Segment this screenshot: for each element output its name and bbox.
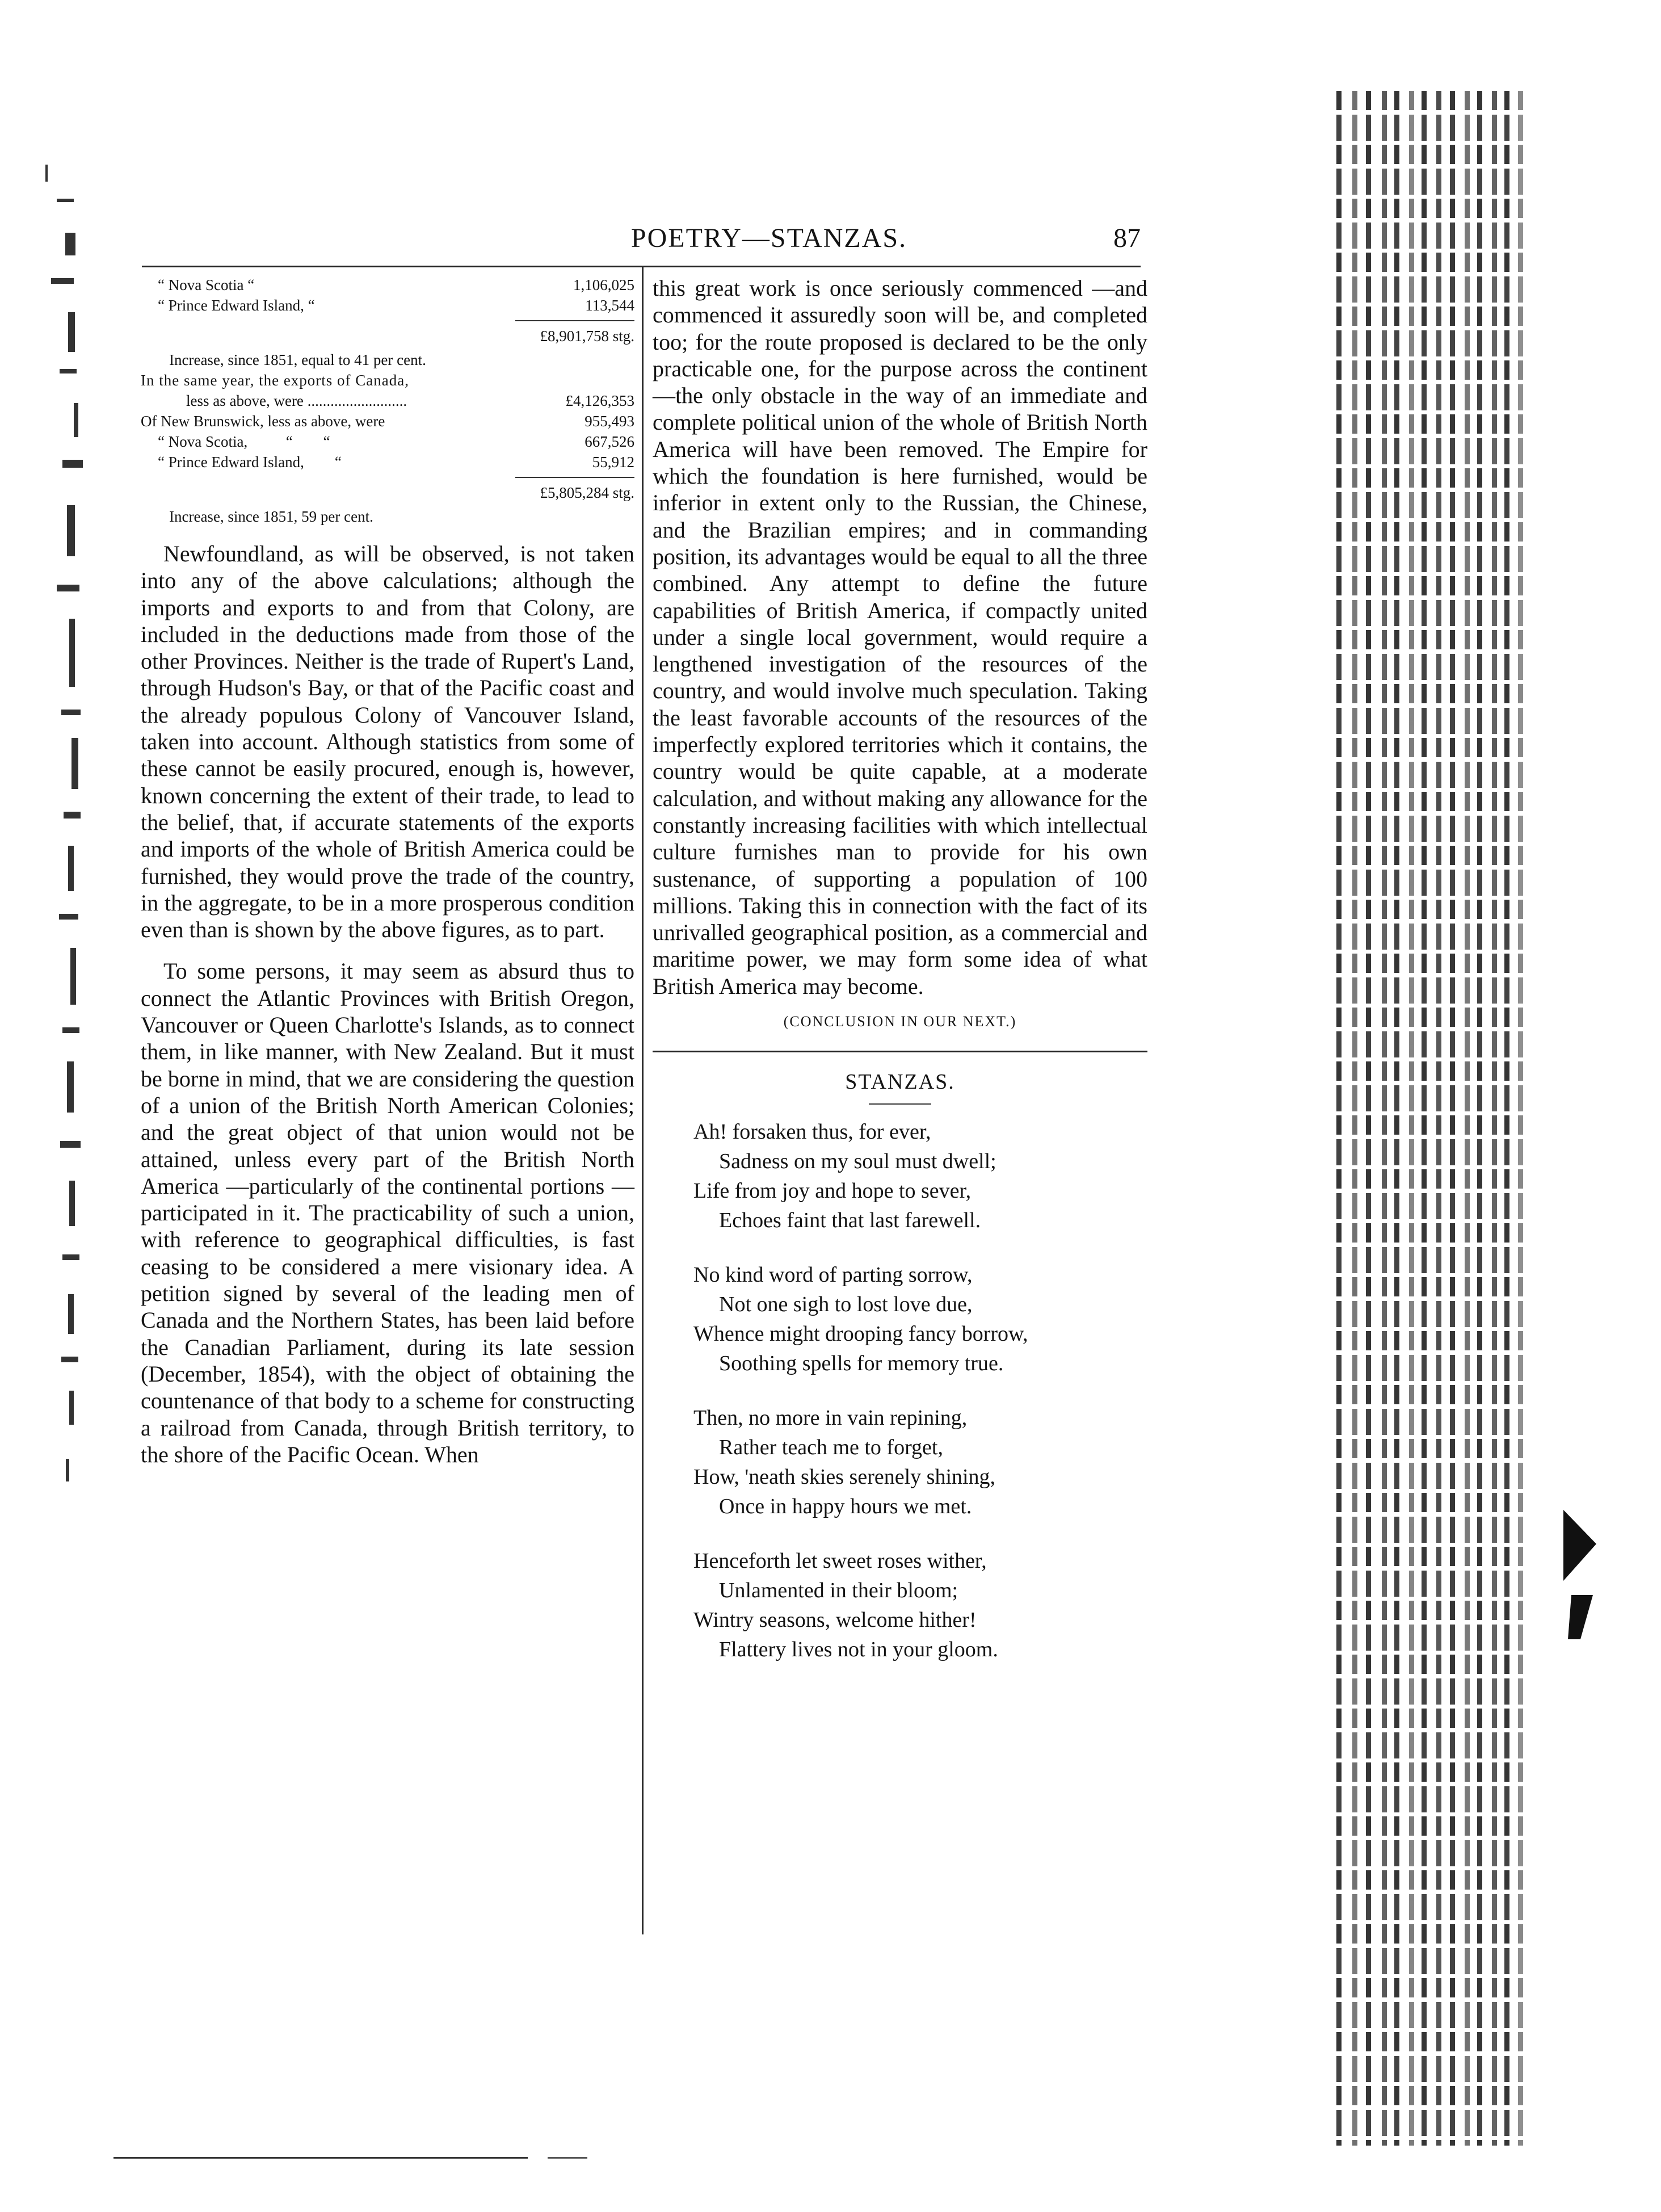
table-row: Of New Brunswick, less as above, were 955,493 (141, 411, 634, 431)
paragraph: Newfoundland, as will be observed, is not taken into any of the above calculations; although the imports and exports to and from that Colony, are included in the deductions made from those of the other Provinces. Neither is the trade of Rupert's Land, through Hudson's Bay, or that of the Pacific coast and the already populous Colony of Vancouver Island, taken into account. Although statistics from some of these cannot be easily procured, enough is, however, known concerning the extent of their trade, to lead to the belief, that, if accurate statements of the exports and imports of the whole of British America could be furnished, they would prove the trade of the country, in the aggregate, to be in a more prosperous condition even than is shown by the above figures, as to part. (141, 541, 634, 943)
poem-line: Rather teach me to forget, (719, 1436, 943, 1460)
paragraph: To some persons, it may seem as absurd thus to connect the Atlantic Provinces with British Oregon, Vancouver or Queen Charlotte's Islands, as to connect them, in like manner, with New Zealand. But it must be borne in mind, that we are considering the question of a union of the British North American Colonies; and the great object of that union would not be attained, unless every part of the British North America —particularly of the continental portions —participated in it. The practicability of such a union, with reference to geographical difficulties, is fast ceasing to be considered a mere visionary idea. A petition signed by several of the leading men of Canada and the Northern States, has been laid before the Canadian Parliament, during its late session (December, 1854), with the object of obtaining the countenance of that body to a scheme for constructing a railroad from Canada, through British territory, to the shore of the Pacific Ocean. When (141, 958, 634, 1467)
header-rule (142, 266, 1141, 267)
stanza (693, 1403, 1147, 1521)
left-column (141, 275, 634, 1468)
poem-line: Once in happy hours we met. (719, 1495, 972, 1519)
scan-edge-noise-left (34, 165, 96, 1527)
poem-title: STANZAS. (845, 1070, 955, 1094)
poem-line: Whence might drooping fancy borrow, (693, 1322, 1028, 1346)
import-value: 113,544 (585, 297, 634, 314)
imports-increase-note: Increase, since 1851, equal to 41 per cent. (169, 351, 426, 368)
running-head-title: POETRY—STANZAS. (630, 223, 907, 253)
right-column (653, 275, 1147, 1689)
stanza (693, 1546, 1147, 1664)
imports-total-row (141, 316, 634, 350)
page-number: 87 (1113, 223, 1141, 253)
poem-line: Not one sigh to lost love due, (719, 1292, 973, 1317)
poem-line: Echoes faint that last farewell. (719, 1208, 981, 1233)
poem-line: Sadness on my soul must dwell; (719, 1149, 996, 1174)
export-value: 55,912 (592, 454, 634, 471)
stanza (693, 1117, 1147, 1235)
trade-statistics-table (141, 275, 634, 527)
poem-line: Life from joy and hope to sever, (693, 1179, 972, 1203)
poem-line: Unlamented in their bloom; (719, 1579, 958, 1603)
exports-increase-note: Increase, since 1851, 59 per cent. (169, 508, 373, 525)
poem-line: Flattery lives not in your gloom. (719, 1638, 998, 1662)
footer-rule (113, 2157, 528, 2159)
export-value: 667,526 (584, 433, 634, 450)
footer-dash (548, 2157, 587, 2159)
export-value: 955,493 (584, 413, 634, 430)
export-value: £4,126,353 (565, 392, 634, 409)
exports-total-row (141, 472, 634, 506)
poem-title-rule (869, 1103, 931, 1105)
paragraph: this great work is once seriously commenced —and commenced it assuredly soon will be, and completed too; for the route proposed is declared to be the only practicable one, for the purpose across the continent—the only obstacle in the way of an immediate and complete political union of the whole of British North America will have been removed. The Empire for which the foundation is here furnished, would be inferior in extent only to the Russian, the Chinese, and the Brazilian empires; and in commanding position, its advantages would be equal to all the three combined. Any attempt to define the future capabilities of British America, if compactly united under a single local government, would require a lengthened investigation of the resources of the country, and would involve much speculation. Taking the least favorable accounts of the resources of the imperfectly explored territories which it contains, the country would be quite capable, at a moderate calculation, and without making any allowance for the constantly increasing facilities with which intellectual culture furnishes man to provide for his own sustenance, of supporting a population of 100 millions. Taking this in connection with the fact of its unrivalled geographical position, as a commercial and maritime power, we may form some idea of what British America may become. (653, 275, 1147, 999)
poem-line: Soothing spells for memory true. (719, 1351, 1004, 1376)
right-body-text (653, 275, 1147, 1000)
table-row: “ Nova Scotia, “ “ 667,526 (141, 431, 634, 452)
left-body-text (141, 540, 634, 1468)
stanza (693, 1260, 1147, 1378)
poem-line: Ah! forsaken thus, for ever, (693, 1120, 931, 1144)
running-head (397, 223, 1141, 262)
poem-line: Henceforth let sweet roses wither, (693, 1549, 987, 1573)
black-tab-marker (1563, 1510, 1597, 1640)
section-rule (653, 1051, 1147, 1052)
table-row: “ Prince Edward Island, “ 113,544 (141, 295, 634, 316)
imports-total: £8,901,758 stg. (540, 328, 634, 345)
import-value: 1,106,025 (573, 276, 634, 293)
table-row: “ Nova Scotia “ 1,106,025 (141, 275, 634, 295)
poem-line: No kind word of parting sorrow, (693, 1263, 973, 1287)
scan-spine-shadow (1331, 91, 1527, 2146)
table-row: “ Prince Edward Island, “ 55,912 (141, 452, 634, 472)
exports-lead: In the same year, the exports of Canada, (141, 372, 410, 389)
conclusion-note: (CONCLUSION IN OUR NEXT.) (783, 1013, 1017, 1030)
poem-line: How, 'neath skies serenely shining, (693, 1465, 996, 1489)
poem-line: Wintry seasons, welcome hither! (693, 1608, 977, 1632)
column-divider (642, 266, 644, 1934)
table-row: less as above, were .......................... £4,126,353 (141, 391, 634, 411)
poem (693, 1117, 1147, 1664)
poem-line: Then, no more in vain repining, (693, 1406, 968, 1430)
exports-total: £5,805,284 stg. (540, 484, 634, 501)
